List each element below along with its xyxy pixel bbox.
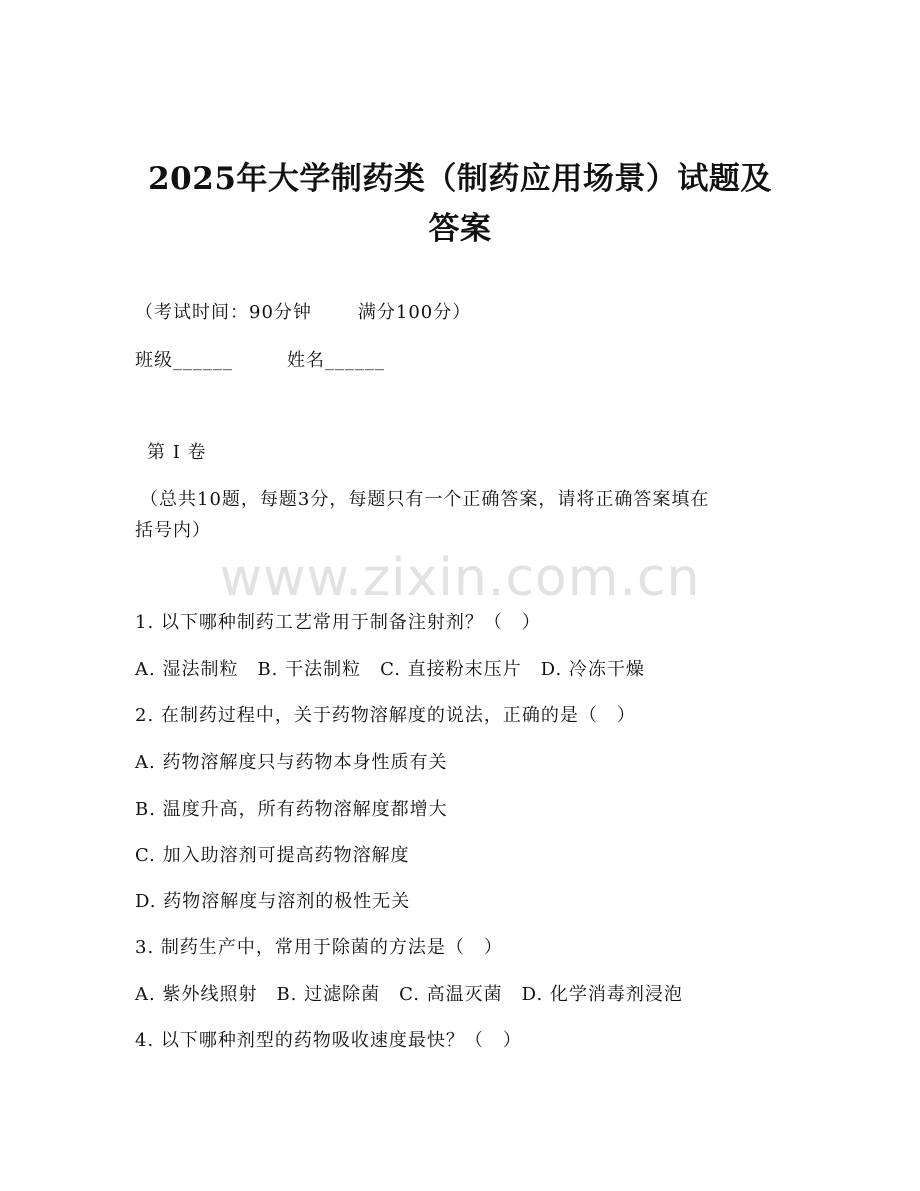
- question-3-text: 3. 制药生产中，常用于除菌的方法是（ ）: [135, 937, 503, 958]
- student-fields: [135, 348, 385, 374]
- question-2-option-a: A. 药物溶解度只与药物本身性质有关: [135, 752, 448, 773]
- question-2-option-b: B. 温度升高，所有药物溶解度都增大: [135, 799, 448, 820]
- exam-info: [135, 300, 471, 326]
- section-instructions-line1: （总共10题，每题3分，每题只有一个正确答案，请将正确答案填在: [140, 489, 710, 510]
- class-field-label: 班级______: [135, 350, 233, 371]
- section-instructions-line2: 括号内）: [135, 520, 211, 541]
- question-3-options: A. 紫外线照射 B. 过滤除菌 C. 高温灭菌 D. 化学消毒剂浸泡: [135, 984, 683, 1005]
- document-title-line1: 2025年大学制药类（制药应用场景）试题及: [148, 161, 772, 197]
- question-1-text: 1. 以下哪种制药工艺常用于制备注射剂？（ ）: [135, 612, 541, 633]
- question-4-text: 4. 以下哪种剂型的药物吸收速度最快？（ ）: [135, 1030, 522, 1051]
- section-title: 第 I 卷: [147, 442, 207, 463]
- watermark: www.zixin.com.cn: [219, 548, 701, 608]
- name-field-label: 姓名______: [287, 350, 385, 371]
- question-2-option-c: C. 加入助溶剂可提高药物溶解度: [135, 845, 410, 866]
- question-2-text: 2. 在制药过程中，关于药物溶解度的说法，正确的是（ ）: [135, 705, 636, 726]
- question-2-option-d: D. 药物溶解度与溶剂的极性无关: [135, 891, 411, 912]
- exam-score: 满分100分）: [357, 302, 472, 323]
- exam-time: （考试时间：90分钟: [135, 302, 312, 323]
- document-title-line2: 答案: [428, 211, 492, 247]
- question-1-options: A. 湿法制粒 B. 干法制粒 C. 直接粉末压片 D. 冷冻干燥: [135, 659, 645, 680]
